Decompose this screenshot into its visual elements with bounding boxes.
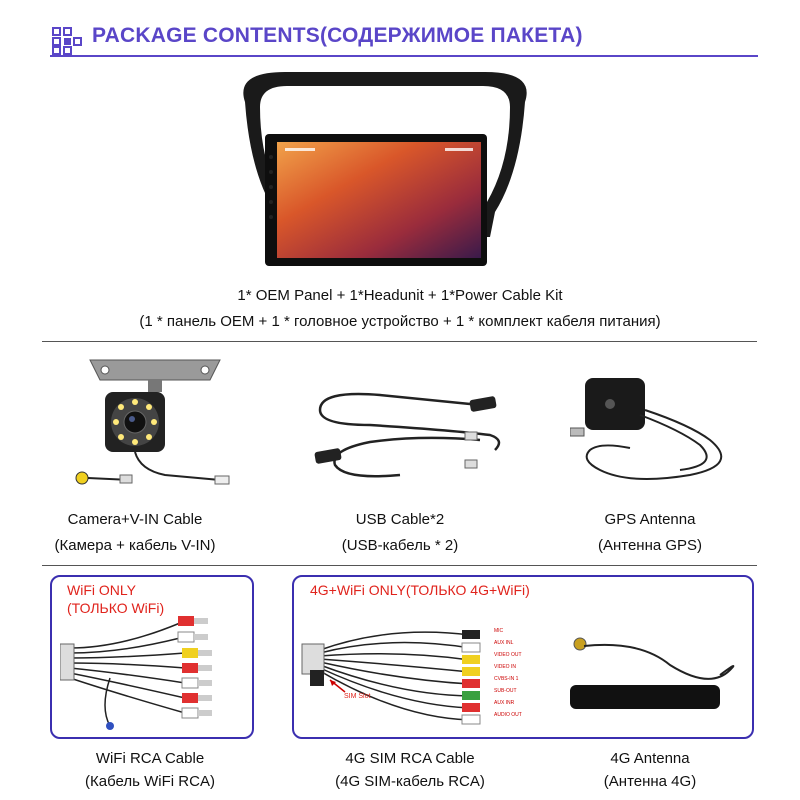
- page-title: PACKAGE CONTENTS(СОДЕРЖИМОЕ ПАКЕТА): [92, 24, 583, 47]
- sim-slot-label: SIM Slot: [344, 693, 371, 700]
- 4g-antenna-icon: [560, 630, 740, 720]
- port-label-video-in: VIDEO IN: [494, 664, 516, 670]
- 4g-antenna-caption-ru: (Антенна 4G): [603, 773, 697, 790]
- gps-caption-en: GPS Antenna: [604, 511, 696, 528]
- usb-cable-icon: [310, 380, 510, 490]
- camera-icon: [70, 350, 240, 500]
- port-label-aux-inr: AUX INR: [494, 700, 515, 706]
- rca-caption-en: WiFi RCA Cable: [95, 750, 205, 767]
- usb-caption-ru: (USB-кабель * 2): [341, 537, 459, 554]
- gps-antenna-icon: [570, 370, 750, 500]
- 4g-antenna-caption-en: 4G Antenna: [610, 750, 690, 767]
- port-label-video-out: VIDEO OUT: [494, 652, 522, 658]
- wifi-only-tag: WiFi ONLY: [67, 582, 136, 598]
- camera-caption-en: Camera+V-IN Cable: [67, 511, 203, 528]
- rca-cable-icon: [60, 608, 245, 733]
- package-logo-icon: [52, 27, 82, 55]
- wifi-only-tag-ru: (ТОЛЬКО WiFi): [67, 600, 165, 616]
- port-label-cvbs-in: CVBS-IN 1: [494, 676, 519, 682]
- sim-rca-caption-ru: (4G SIM-кабель RCA): [335, 773, 485, 790]
- port-label-audio-out: AUDIO OUT: [494, 712, 522, 718]
- headunit-panel-image: [225, 62, 545, 274]
- usb-caption-en: USB Cable*2: [355, 511, 445, 528]
- main-kit-caption-en: 1* OEM Panel + 1*Headunit + 1*Power Cable Kit: [237, 287, 563, 304]
- header-underline: [50, 55, 758, 57]
- gps-caption-ru: (Антенна GPS): [597, 537, 703, 554]
- port-label-sub-out: SUB-OUT: [494, 688, 517, 694]
- rca-caption-ru: (Кабель WiFi RCA): [85, 773, 215, 790]
- main-kit-caption-ru: (1 * панель OEM + 1 * головное устройство + 1 * комплект кабеля питания): [139, 313, 661, 330]
- sim-rca-caption-en: 4G SIM RCA Cable: [345, 750, 475, 767]
- 4g-wifi-only-tag: 4G+WiFi ONLY(ТОЛЬКО 4G+WiFi): [310, 582, 530, 598]
- divider: [42, 565, 757, 566]
- port-label-aux-inl: AUX INL: [494, 640, 514, 646]
- camera-caption-ru: (Камера + кабель V-IN): [54, 537, 216, 554]
- divider: [42, 341, 757, 342]
- port-label-mic: MIC: [494, 628, 504, 634]
- port-labels: [494, 628, 534, 724]
